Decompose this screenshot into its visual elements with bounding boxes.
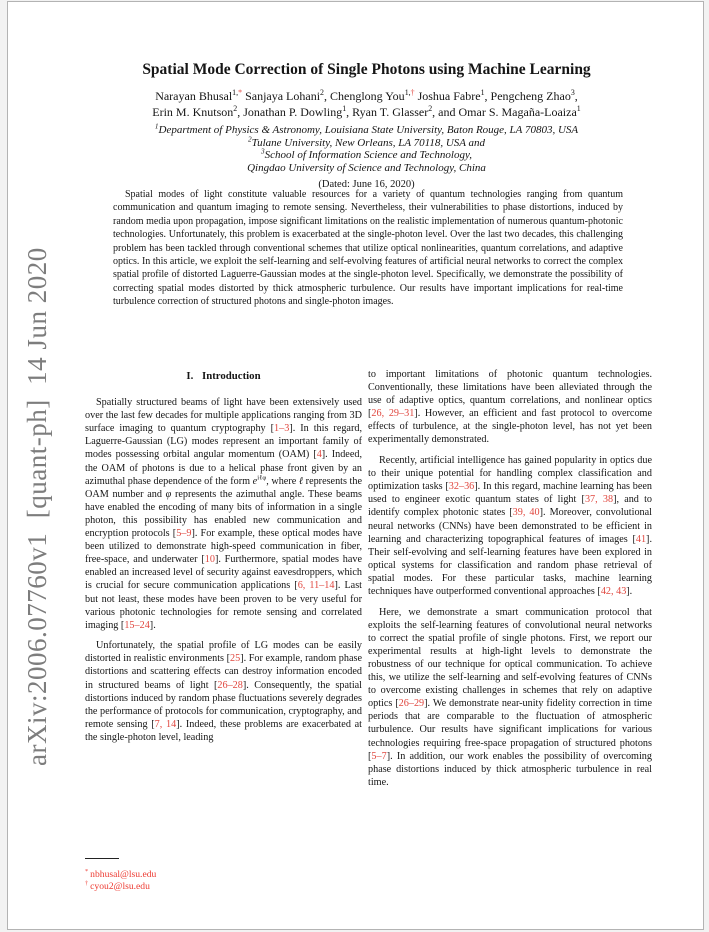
affiliation-line: Qingdao University of Science and Technology, China bbox=[247, 161, 486, 174]
citation-link[interactable]: 6, 11–14 bbox=[297, 580, 335, 592]
date-line: (Dated: June 16, 2020) bbox=[318, 179, 415, 190]
body-paragraph: Recently, artificial intelligence has gained popularity in optics due to their unique potential for handling complex classification and optimization tasks [32–36]. In this regard, machine learning has been used to engineer exotic quantum states of light [37, 38], and to identify complex photonic states [39, 40]. Moreover, convolutional neural networks (CNNs) have been demonstrated to be efficient in learning and characterizing topographical features of images [41]. Their self-evolving and self-learning features have been explored in optical systems for classification and random phase retrieval of spatial modes. For these particular tasks, machine learning techniques have outperformed conventional approaches [42, 43]. bbox=[368, 455, 653, 597]
section-heading-introduction: I. Introduction bbox=[186, 370, 261, 382]
footnote-email-text[interactable]: nbhusal@lsu.edu bbox=[90, 869, 157, 880]
citation-link[interactable]: 26–28 bbox=[217, 679, 243, 691]
author-line-1: Narayan Bhusal$^{1,*}$ Sanjaya Lohani$^2$, Chenglong You$^{1,\dagger}$ Joshua Fabre$^1$, Pengcheng Zhao$^3$, bbox=[155, 88, 578, 103]
citation-link[interactable]: 10 bbox=[204, 554, 215, 566]
footnote-block bbox=[85, 858, 362, 893]
affiliation-line: $^2$Tulane University, New Orleans, LA 70118, USA and bbox=[247, 134, 486, 149]
affiliation-line: $^1$Department of Physics & Astronomy, Louisiana State University, Baton Rouge, LA 70803, USA bbox=[154, 122, 579, 136]
body-paragraph: Here, we demonstrate a smart communication protocol that exploits the self-learning features of convolutional neural networks to correct the spatial profile of single photons. First, we report our experimental results at high-light levels to demonstrate the robustness of our technique for optical communication. To achieve this, we utilize the self-learning and self-evolving features of CNNs to overcome existing challenges in schemes that rely on adaptive optics [26–29]. We demonstrate near-unity fidelity correction in time periods that are comparable to the fluctuation of atmospheric turbulence. Our results have significant implications for various technologies requiring free-space propagation of structured photons [5–7]. In addition, our work enables the possibility of overcoming phase distortions induced by thick atmospheric turbulence in real time. bbox=[368, 606, 652, 788]
affiliation-line: $^3$School of Information Science and Technology, bbox=[261, 147, 472, 161]
footnote-mark: † bbox=[85, 879, 89, 887]
citation-link[interactable]: 25 bbox=[230, 653, 241, 665]
citation-link[interactable]: 32–36 bbox=[448, 481, 475, 493]
citation-link[interactable]: 1–3 bbox=[274, 423, 290, 435]
footnote-email[interactable] bbox=[85, 881, 362, 893]
citation-link[interactable]: 39, 40 bbox=[512, 507, 540, 519]
citation-link[interactable]: 42, 43 bbox=[600, 586, 627, 597]
citation-link[interactable]: 4 bbox=[316, 449, 322, 461]
body-paragraph: Unfortunately, the spatial profile of LG modes can be easily distorted in realistic environments [25]. For example, random phase distortions and scattering effects can destroy information encoded in structured beams of light [26–28]. Consequently, the spatial distortions induced by random phase fluctuations severely degrades the performance of protocols for communication, cryptography, and remote sensing [7, 14]. Indeed, these problems are exacerbated at the single-photon level, leading bbox=[85, 640, 363, 743]
body-paragraph: Spatially structured beams of light have been extensively used over the last few decades for multiple applications ranging from 3D surface imaging to quantum cryptography [1–3]. In this regard, Laguerre-Gaussian (LG) modes represent an important family of modes possessing orbital angular momentum (OAM) [4]. Indeed, the OAM of photons is due to a helical phase front given by an azimuthal phase dependence of the form $e^{i\ell\varphi}$, where ℓ represents the OAM number and φ represents the azimuthal angle. These beams have enabled the encoding of many bits of information in a single photon, this possibility has enabled new communication and encryption protocols [5–9]. For example, these optical modes have been utilized to demonstrate high-speed communication in fiber, free-space, and underwater [10]. Furthermore, spatial modes have enabled an increased level of security against eavesdroppers, which is crucial for secure communication applications [6, 11–14]. Last but not least, these modes have been proven to be very useful for various photonic technologies for remote sensing and correlated imaging [15–24]. bbox=[85, 397, 363, 631]
footnote-mark: * bbox=[85, 867, 89, 875]
citation-link[interactable]: 37, 38 bbox=[584, 494, 614, 506]
author-block bbox=[78, 89, 655, 120]
footnote-email-text[interactable]: cyou2@lsu.edu bbox=[90, 880, 150, 892]
left-column bbox=[85, 368, 362, 752]
author-line-2: Erin M. Knutson$^2$, Jonathan P. Dowling$^1$, Ryan T. Glasser$^2$, and Omar S. Magaña-Loaiza$^1$ bbox=[152, 103, 581, 119]
citation-link[interactable]: 41 bbox=[635, 533, 647, 545]
arxiv-stamp-text: arXiv:2006.07760v1 [quant-ph] 14 Jun 2020 bbox=[22, 247, 52, 766]
footnote-mark: * bbox=[238, 88, 243, 97]
footnote-email[interactable] bbox=[85, 869, 362, 881]
footnote-mark: † bbox=[410, 88, 415, 97]
citation-link[interactable]: 5–7 bbox=[371, 750, 387, 762]
right-column bbox=[368, 368, 652, 796]
citation-link[interactable]: 7, 14 bbox=[154, 718, 177, 730]
paper-page bbox=[7, 1, 704, 930]
affiliation-block bbox=[78, 124, 655, 174]
citation-link[interactable]: 26–29 bbox=[398, 698, 425, 710]
citation-link[interactable]: 15–24 bbox=[124, 619, 150, 631]
citation-link[interactable]: 5–9 bbox=[176, 528, 192, 540]
paper-header bbox=[78, 60, 655, 190]
paper-title: Spatial Mode Correction of Single Photons using Machine Learning bbox=[142, 61, 591, 78]
citation-link[interactable]: 26, 29–31 bbox=[371, 408, 415, 420]
footnote-separator bbox=[85, 858, 119, 859]
body-paragraph: to important limitations of photonic quantum technologies. Conventionally, these limitations have been alleviated through the use of adaptive optics, quantum correlations, and nonlinear optics [26, 29–31]. However, an efficient and fast protocol to overcome effects of turbulence, at the single-photon level, has not yet been experimentally demonstrated. bbox=[368, 369, 652, 446]
abstract: Spatial modes of light constitute valuable resources for a variety of quantum technologies ranging from quantum communication and quantum imaging to remote sensing. Nevertheless, their vulnerabilities to phase distortions, induced by random media upon propagation, impose significant limitations on the realistic implementation of numerous quantum-photonic technologies. Unfortunately, this problem is exacerbated at the single-photon level. Over the last two decades, this challenging problem has been tackled through conventional schemes that utilize optical nonlinearities, quantum correlations, and adaptive optics. In this article, we exploit the self-learning and self-evolving features of artificial neural networks to correct the complex spatial profile of distorted Laguerre-Gaussian modes at the single-photon level. Specifically, we demonstrate the possibility of correcting spatial modes distorted by thick atmospheric turbulence. Our results have important implications for real-time turbulence correction of structured photons and single-photon images. bbox=[113, 189, 623, 308]
